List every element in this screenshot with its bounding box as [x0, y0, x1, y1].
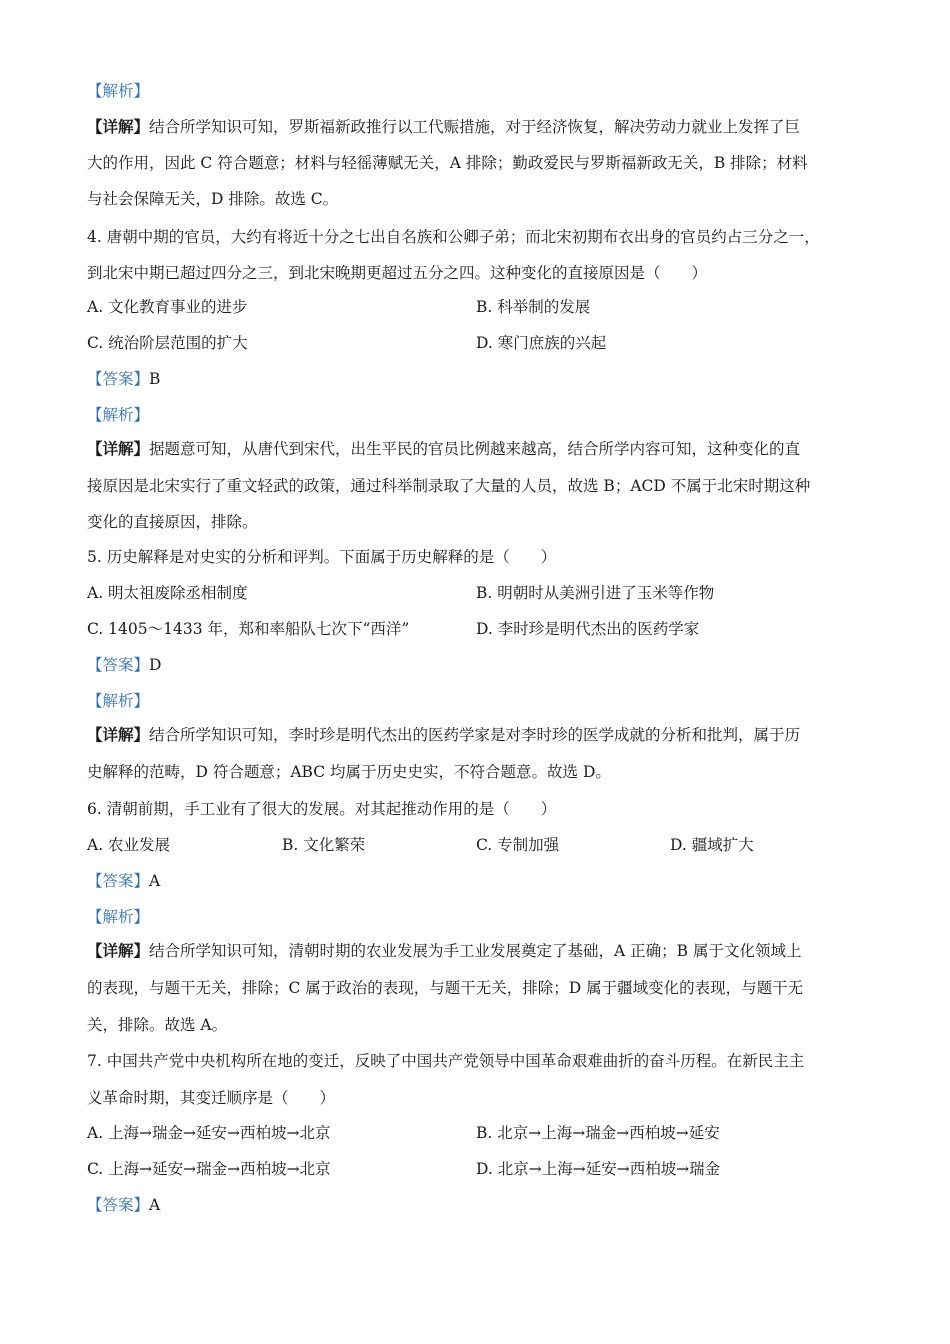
answer-value: A [149, 872, 161, 890]
detail-label: 【详解】 [87, 439, 150, 458]
answer-line [87, 1194, 160, 1216]
option-c: C. 上海→延安→瑞金→西柏坡→北京 [87, 1160, 331, 1178]
option-b: B. 科举制的发展 [476, 298, 591, 316]
answer-line [87, 654, 161, 676]
option-a: A. 上海→瑞金→延安→西柏坡→北京 [87, 1124, 331, 1142]
detail-line: 【详解】结合所学知识可知，清朝时期的农业发展为手工业发展奠定了基础，A 正确；B 属于文化领域上 [87, 941, 802, 960]
detail-line: 变化的直接原因，排除。 [87, 513, 258, 531]
option-a: A. 明太祖废除丞相制度 [87, 584, 248, 602]
detail-line: 【详解】据题意可知，从唐代到宋代，出生平民的官员比例越来越高，结合所学内容可知，这种变化的直 [87, 439, 801, 458]
answer-label: 【答案】 [87, 656, 150, 674]
question-line: 7. 中国共产党中央机构所在地的变迁，反映了中国共产党领导中国革命艰难曲折的奋斗历程。在新民主主 [87, 1052, 805, 1070]
option-d: D. 北京→上海→延安→西柏坡→瑞金 [476, 1160, 721, 1178]
option-d: D. 寒门庶族的兴起 [476, 334, 607, 352]
option-b: B. 北京→上海→瑞金→西柏坡→延安 [476, 1124, 720, 1142]
answer-value: D [149, 656, 162, 674]
detail-label: 【详解】 [87, 941, 150, 960]
option-c: C. 专制加强 [476, 836, 560, 854]
analysis-label: 【解析】 [87, 406, 150, 424]
answer-line [87, 368, 160, 390]
option-c: C. 统治阶层范围的扩大 [87, 334, 248, 352]
question-line: 义革命时期，其变迁顺序是（ ） [87, 1089, 336, 1107]
question-line: 6. 清朝前期，手工业有了很大的发展。对其起推动作用的是（ ） [87, 800, 557, 818]
question-line: 5. 历史解释是对史实的分析和评判。下面属于历史解释的是（ ） [87, 548, 557, 566]
answer-label: 【答案】 [87, 872, 150, 890]
detail-line: 的表现，与题干无关，排除；C 属于政治的表现，与题干无关，排除；D 属于疆域变化的表现，与题干无 [87, 979, 804, 997]
analysis-label: 【解析】 [87, 82, 150, 100]
analysis-label: 【解析】 [87, 908, 150, 926]
detail-line: 史解释的范畴，D 符合题意；ABC 均属于历史史实，不符合题意。故选 D。 [87, 763, 611, 781]
detail-line: 大的作用，因此 C 符合题意；材料与轻徭薄赋无关，A 排除；勤政爱民与罗斯福新政无关，B 排除；材料 [87, 154, 808, 172]
answer-label: 【答案】 [87, 370, 150, 388]
detail-label: 【详解】 [87, 117, 150, 136]
answer-value: B [149, 370, 161, 388]
question-line: 到北宋中期已超过四分之三，到北宋晚期更超过五分之四。这种变化的直接原因是（ ） [87, 264, 708, 282]
detail-label: 【详解】 [87, 725, 150, 744]
detail-line: 【详解】结合所学知识可知，李时珍是明代杰出的医药学家是对李时珍的医学成就的分析和批判，属于历 [87, 725, 801, 744]
detail-line: 【详解】结合所学知识可知，罗斯福新政推行以工代赈措施，对于经济恢复，解决劳动力就业上发挥了巨 [87, 117, 801, 136]
option-b: B. 明朝时从美洲引进了玉米等作物 [476, 584, 715, 602]
question-line: 4. 唐朝中期的官员，大约有将近十分之七出自名族和公卿子弟；而北宋初期布衣出身的官员约占三分之一， [87, 228, 820, 246]
detail-line: 关，排除。故选 A。 [87, 1016, 228, 1034]
option-d: D. 李时珍是明代杰出的医药学家 [476, 620, 700, 638]
answer-label: 【答案】 [87, 1196, 150, 1214]
option-d: D. 疆域扩大 [670, 836, 754, 854]
answer-line [87, 870, 160, 892]
detail-line: 接原因是北宋实行了重文轻武的政策，通过科举制录取了大量的人员，故选 B；ACD 不属于北宋时期这种 [87, 477, 811, 495]
option-c: C. 1405～1433 年，郑和率船队七次下“西洋” [87, 620, 410, 638]
option-a: A. 农业发展 [87, 836, 171, 854]
detail-line: 与社会保障无关，D 排除。故选 C。 [87, 190, 339, 208]
option-a: A. 文化教育事业的进步 [87, 298, 248, 316]
option-b: B. 文化繁荣 [282, 836, 366, 854]
analysis-label: 【解析】 [87, 692, 150, 710]
answer-value: A [149, 1196, 161, 1214]
